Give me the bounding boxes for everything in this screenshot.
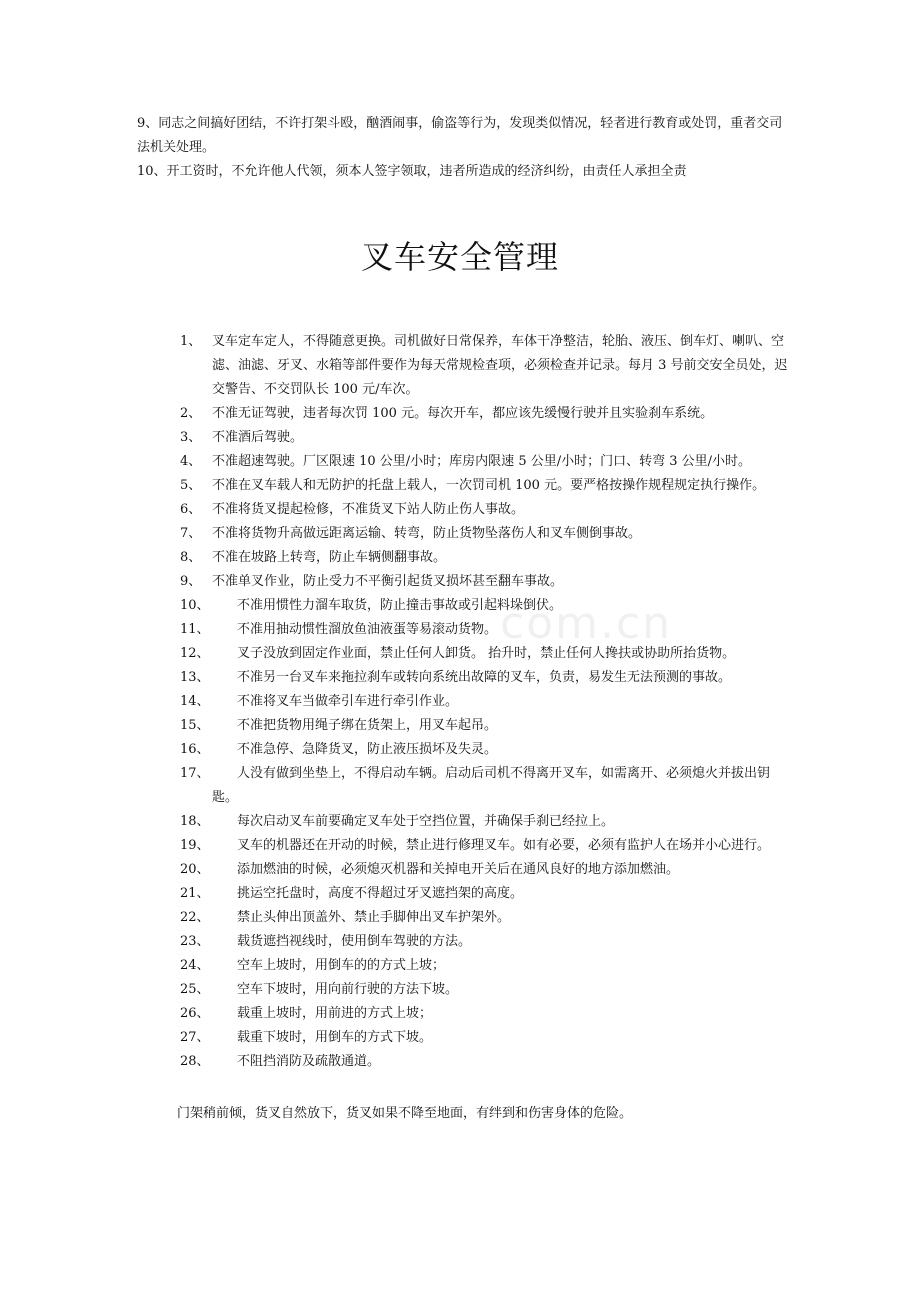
rule-number: 1、 — [180, 334, 202, 349]
rule-item — [180, 882, 790, 906]
rule-item — [180, 834, 790, 858]
rule-number: 5、 — [180, 478, 202, 493]
rule-number: 4、 — [180, 454, 202, 469]
rule-text: 不准无证驾驶，违者每次罚 100 元。每次开车，都应该先缓慢行驶并且实验刹车系统。 — [212, 406, 714, 421]
rule-number: 22、 — [180, 910, 210, 925]
rule-item — [180, 762, 790, 810]
rule-item — [180, 1026, 790, 1050]
rule-item — [180, 906, 790, 930]
rule-text: 不准将货物升高做远距离运输、转弯，防止货物坠落伤人和叉车侧倒事故。 — [212, 526, 642, 541]
rule-number: 26、 — [180, 1006, 210, 1021]
rule-number: 16、 — [180, 742, 210, 757]
rule-item — [180, 450, 790, 474]
rule-text: 不阻挡消防及疏散通道。 — [237, 1054, 381, 1069]
rule-item — [180, 858, 790, 882]
rule-text: 载重下坡时，用倒车的方式下坡。 — [237, 1030, 433, 1045]
rule-number: 17、 — [180, 766, 210, 781]
rule-item — [180, 714, 790, 738]
rule-number: 2、 — [180, 406, 202, 421]
rule-text: 不准另一台叉车来拖拉刹车或转向系统出故障的叉车，负责，易发生无法预测的事故。 — [237, 670, 732, 685]
rule-text: 不准用抽动惯性溜放鱼油液蛋等易滚动货物。 — [237, 622, 498, 637]
rule-text: 叉车的机器还在开动的时候，禁止进行修理叉车。如有必要，必须有监护人在场并小心进行。 — [237, 838, 771, 853]
rule-text: 不准在叉车载人和无防护的托盘上载人，一次罚司机 100 元。要严格按操作规程规定执行操作。 — [212, 478, 766, 493]
rule-number: 6、 — [180, 502, 202, 517]
rule-number: 25、 — [180, 982, 210, 997]
rule-text: 每次启动叉车前要确定叉车处于空挡位置，并确保手刹已经拉上。 — [237, 814, 615, 829]
rule-item — [180, 474, 790, 498]
rule-item — [180, 426, 790, 450]
rules-list — [180, 330, 790, 1074]
rule-number: 11、 — [180, 622, 210, 637]
intro-paragraph-9 — [137, 112, 787, 160]
rule-number: 13、 — [180, 670, 210, 685]
rule-text: 不准单叉作业，防止受力不平衡引起货叉损坏甚至翻车事故。 — [212, 574, 564, 589]
rule-text: 不准将货叉提起检修，不准货叉下站人防止伤人事故。 — [212, 502, 525, 517]
rule-number: 28、 — [180, 1054, 210, 1069]
rule-number: 12、 — [180, 646, 210, 661]
rule-item — [180, 690, 790, 714]
rule-text: 不准将叉车当做牵引车进行牵引作业。 — [237, 694, 459, 709]
rule-text: 禁止头伸出顶盖外、禁止手脚伸出叉车护架外。 — [237, 910, 511, 925]
intro-paragraph-10 — [137, 160, 787, 184]
rule-item — [180, 1050, 790, 1074]
rule-text: 叉子没放到固定作业面，禁止任何人卸货。 抬升时，禁止任何人搀扶或协助所抬货物。 — [237, 646, 736, 661]
rule-text: 载重上坡时，用前进的方式上坡； — [237, 1006, 433, 1021]
rule-text: 不准酒后驾驶。 — [212, 430, 304, 445]
watermark-text: com.cn — [500, 598, 673, 649]
rule-item — [180, 402, 790, 426]
rule-item — [180, 1002, 790, 1026]
rule-number: 7、 — [180, 526, 202, 541]
rule-item — [180, 330, 790, 402]
rule-number: 27、 — [180, 1030, 210, 1045]
rule-number: 21、 — [180, 886, 210, 901]
rule-item — [180, 546, 790, 570]
rule-text: 添加燃油的时候，必须熄灭机器和关掉电开关后在通风良好的地方添加燃油。 — [237, 862, 680, 877]
rule-item — [180, 738, 790, 762]
rule-item — [180, 594, 790, 618]
rule-number: 15、 — [180, 718, 210, 733]
document-title: 叉车安全管理 — [360, 238, 559, 276]
rule-number: 14、 — [180, 694, 210, 709]
rule-item — [180, 810, 790, 834]
rule-text: 不准急停、急降货叉，防止液压损坏及失灵。 — [237, 742, 498, 757]
rule-item — [180, 642, 790, 666]
rule-item — [180, 498, 790, 522]
rule-number: 20、 — [180, 862, 210, 877]
rule-text: 不准超速驾驶。厂区限速 10 公里/小时；库房内限速 5 公里/小时；门口、转弯 3 公里/小时。 — [212, 454, 752, 469]
rule-number: 23、 — [180, 934, 210, 949]
rule-number: 9、 — [180, 574, 202, 589]
rule-number: 10、 — [180, 598, 210, 613]
rule-text: 不准把货物用绳子绑在货架上，用叉车起吊。 — [237, 718, 498, 733]
rule-item — [180, 666, 790, 690]
rule-item — [180, 570, 790, 594]
rule-text: 不准用惯性力溜车取货，防止撞击事故或引起料垛倒伏。 — [237, 598, 563, 613]
rule-text: 空车上坡时，用倒车的的方式上坡； — [237, 958, 446, 973]
rule-text: 空车下坡时，用向前行驶的方法下坡。 — [237, 982, 459, 997]
rule-text: 挑运空托盘时，高度不得超过牙叉遮挡架的高度。 — [237, 886, 524, 901]
rule-text: 叉车定车定人，不得随意更换。司机做好日常保养，车体干净整洁，轮胎、液压、倒车灯、喇叭、空滤、油滤、牙叉、水箱等部件要作为每天常规检查项，必须检查并记录。每月 3 号前交安全员处，迟交警告、不交罚队长 100 元/车次。 — [212, 334, 788, 397]
rule-item — [180, 522, 790, 546]
rule-number: 3、 — [180, 430, 202, 445]
rule-item — [180, 618, 790, 642]
rule-item — [180, 954, 790, 978]
intro-text: 10、开工资时，不允许他人代领，须本人签字领取，违者所造成的经济纠纷，由责任人承担全责 — [137, 164, 687, 179]
intro-text: 9、同志之间搞好团结，不许打架斗殴，酗酒闹事，偷盗等行为，发现类似情况，轻者进行教育或处罚，重者交司法机关处理。 — [137, 116, 783, 155]
rule-number: 24、 — [180, 958, 210, 973]
footer-note: 门架稍前倾，货叉自然放下，货叉如果不降至地面，有绊到和伤害身体的危险。 — [177, 1106, 633, 1121]
rule-number: 8、 — [180, 550, 202, 565]
rule-item — [180, 930, 790, 954]
rule-text: 载货遮挡视线时，使用倒车驾驶的方法。 — [237, 934, 472, 949]
rule-text: 人没有做到坐垫上，不得启动车辆。启动后司机不得离开叉车，如需离开、必须熄火并拔出钥匙。 — [212, 766, 771, 805]
rule-number: 19、 — [180, 838, 210, 853]
rule-text: 不准在坡路上转弯，防止车辆侧翻事故。 — [212, 550, 447, 565]
rule-item — [180, 978, 790, 1002]
rule-number: 18、 — [180, 814, 210, 829]
